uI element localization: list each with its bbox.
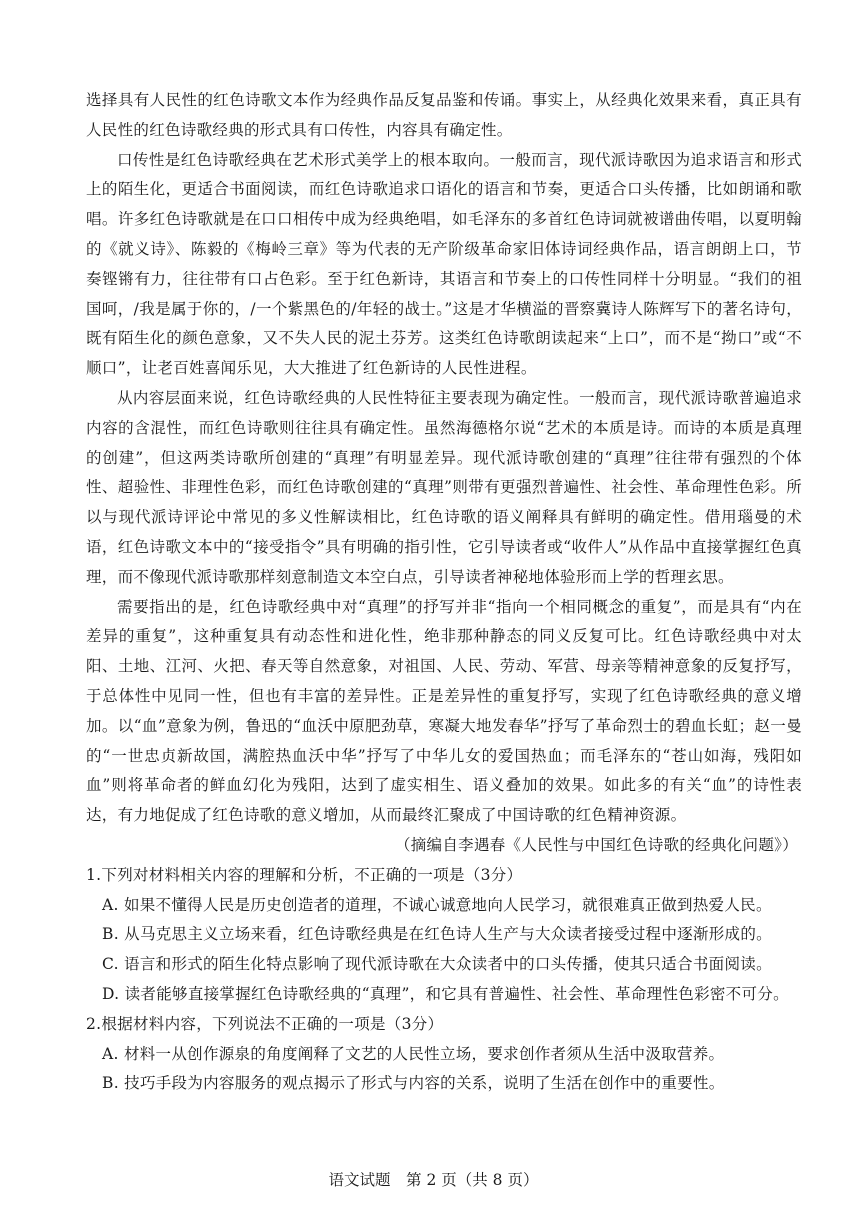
question-option: A. 如果不懂得人民是历史创造者的道理，不诚心诚意地向人民学习，就很难真正做到热爱人民。	[102, 895, 772, 914]
article-paragraph: 口传性是红色诗歌经典在艺术形式美学上的根本取向。一般而言，现代派诗歌因为追求语言和形式上的陌生化，更适合书面阅读，而红色诗歌追求口语化的语言和节奏，更适合口头传播，比如朗诵和歌唱。许多红色诗歌就是在口口相传中成为经典绝唱，如毛泽东的多首红色诗词就被谱曲传唱，以夏明翰的《就义诗》、陈毅的《梅岭三章》等为代表的无产阶级革命家旧体诗词经典作品，语言朗朗上口，节奏铿锵有力，往往带有口占色彩。至于红色新诗，其语言和节奏上的口传性同样十分明显。“我们的祖国呵，/我是属于你的，/一个紫黑色的/年轻的战士。”这是才华横溢的晋察冀诗人陈辉写下的著名诗句，既有陌生化的颜色意象，又不失人民的泥土芬芳。这类红色诗歌朗读起来“上口”，而不是“拗口”或“不顺口”，让老百姓喜闻乐见，大大推进了红色新诗的人民性进程。	[86, 150, 802, 378]
question-option: B. 技巧手段为内容服务的观点揭示了形式与内容的关系，说明了生活在创作中的重要性。	[102, 1074, 725, 1093]
question-stem: 1.下列对材料相关内容的理解和分析，不正确的一项是（3分）	[86, 865, 523, 884]
question-option: A. 材料一从创作源泉的角度阐释了文艺的人民性立场，要求创作者须从生活中汲取营养。	[102, 1044, 725, 1063]
question-stem: 2.根据材料内容，下列说法不正确的一项是（3分）	[86, 1014, 444, 1033]
article-paragraph: 从内容层面来说，红色诗歌经典的人民性特征主要表现为确定性。一般而言，现代派诗歌普遍追求内容的含混性，而红色诗歌则往往具有确定性。虽然海德格尔说“艺术的本质是诗。而诗的本质是真理的创建”，但这两类诗歌所创建的“真理”有明显差异。现代派诗歌创建的“真理”往往带有强烈的个体性、超验性、非理性色彩，而红色诗歌创建的“真理”则带有更强烈普遍性、社会性、革命理性色彩。所以与现代派诗评论中常见的多义性解读相比，红色诗歌的语义阐释具有鲜明的确定性。借用瑙曼的术语，红色诗歌文本中的“接受指令”具有明确的指引性，它引导读者或“收件人”从作品中直接掌握红色真理，而不像现代派诗歌那样刻意制造文本空白点，引导读者神秘地体验形而上学的哲理玄思。	[86, 388, 802, 586]
article-paragraph: 需要指出的是，红色诗歌经典中对“真理”的抒写并非“指向一个相同概念的重复”，而是具有“内在差异的重复”，这种重复具有动态性和进化性，绝非那种静态的同义反复可比。红色诗歌经典中对太阳、土地、江河、火把、春天等自然意象，对祖国、人民、劳动、军营、母亲等精神意象的反复抒写，于总体性中见同一性，但也有丰富的差异性。正是差异性的重复抒写，实现了红色诗歌经典的意义增加。以“血”意象为例，鲁迅的“血沃中原肥劲草，寒凝大地发春华”抒写了革命烈士的碧血长虹；赵一曼的“一世忠贞新故国，满腔热血沃中华”抒写了中华儿女的爱国热血；而毛泽东的“苍山如海，残阳如血”则将革命者的鲜血幻化为残阳，达到了虚实相生、语义叠加的效果。如此多的有关“血”的诗性表达，有力地促成了红色诗歌的意义增加，从而最终汇聚成了中国诗歌的红色精神资源。	[86, 597, 802, 825]
question-option: D. 读者能够直接掌握红色诗歌经典的“真理”，和它具有普遍性、社会性、革命理性色彩密不可分。	[102, 984, 789, 1003]
question-2	[86, 1010, 802, 1099]
article-source: （摘编自李遇春《人民性与中国红色诗歌的经典化问题》）	[394, 835, 798, 854]
question-option: B. 从马克思主义立场来看，红色诗歌经典是在红色诗人生产与大众读者接受过程中逐渐形成的。	[102, 925, 772, 944]
page-content	[86, 86, 802, 1099]
article-paragraph: 选择具有人民性的红色诗歌文本作为经典作品反复品鉴和传诵。事实上，从经典化效果来看，真正具有人民性的红色诗歌经典的形式具有口传性，内容具有确定性。	[86, 91, 802, 139]
question-option: C. 语言和形式的陌生化特点影响了现代派诗歌在大众读者中的口头传播，使其只适合书面阅读。	[102, 955, 772, 974]
question-1	[86, 861, 802, 1010]
page-footer: 语文试题 第 2 页（共 8 页）	[328, 1171, 539, 1189]
